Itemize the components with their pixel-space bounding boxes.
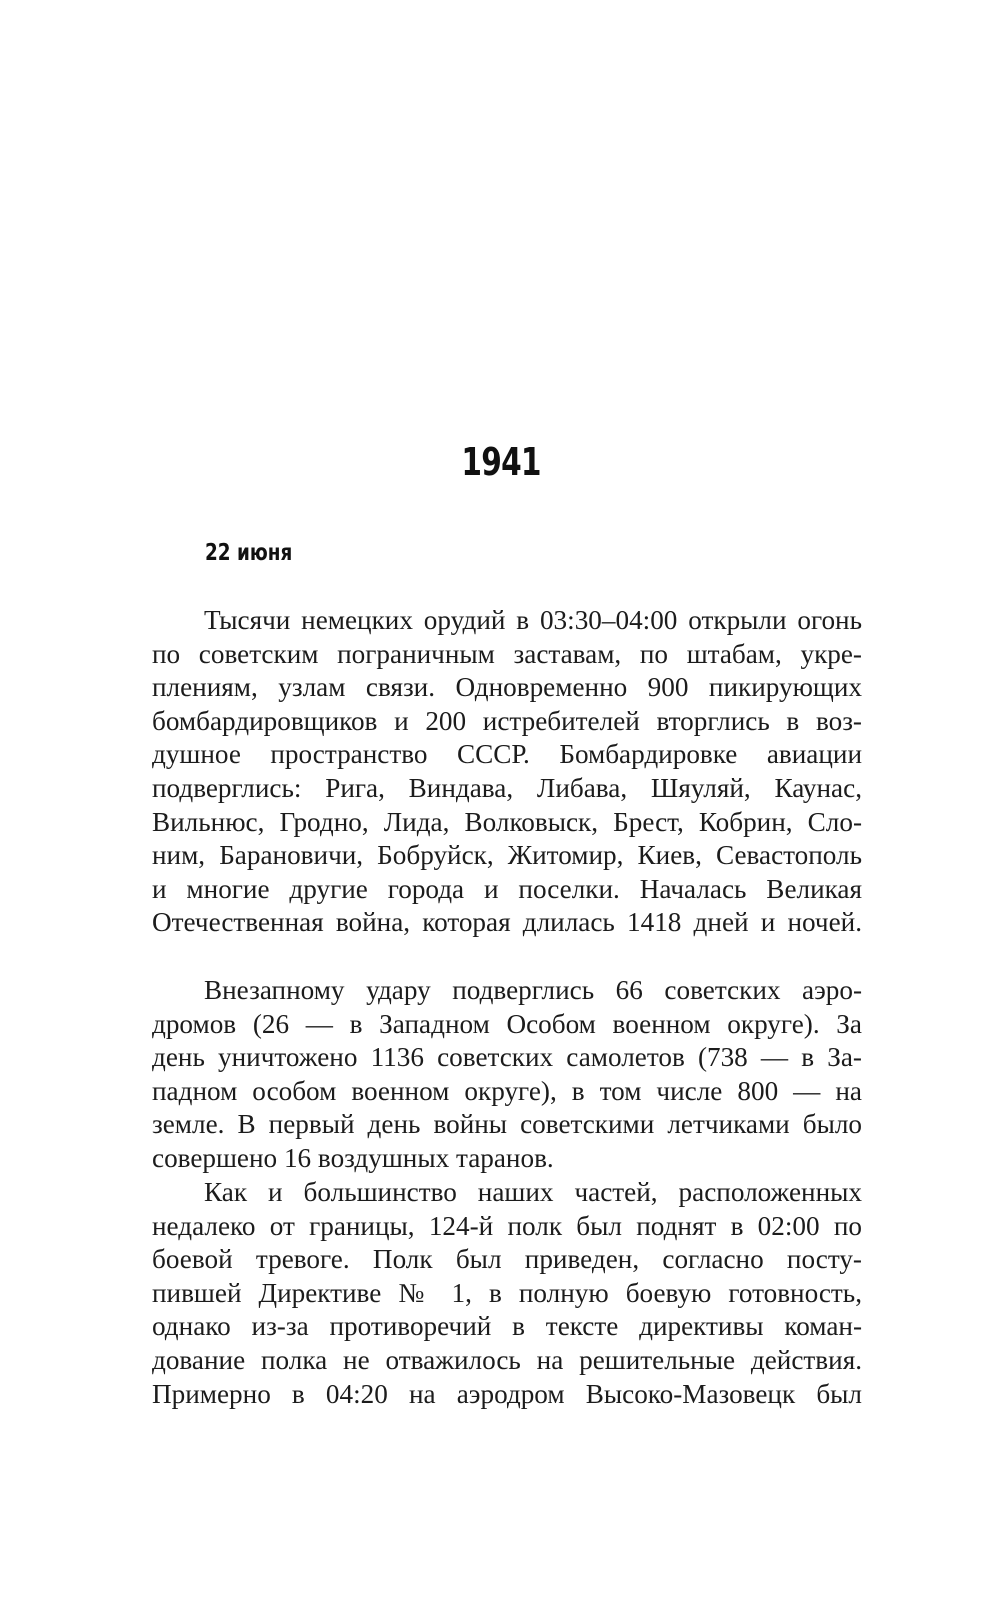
text-line: Отечественная война, которая длилась 1418 дней и ночей. [152, 907, 862, 938]
text-line: душное пространство СССР. Бомбардировке авиации [152, 739, 862, 770]
text-line: плениям, узлам связи. Одновременно 900 пикирующих [152, 672, 862, 703]
text-line: Внезапному удару подверглись 66 советских аэро- [204, 975, 862, 1005]
text-line: пившей Директиве № 1, в полную боевую готовность, [152, 1277, 862, 1308]
text-line: падном особом военном округе), в том числе 800 — на [152, 1075, 862, 1106]
text-line: дование полка не отважилось на решительные действия. [152, 1344, 862, 1375]
text-line: совершено 16 воздушных таранов. [152, 1142, 554, 1173]
chapter-year-heading: 1941 [461, 440, 541, 484]
text-line: бомбардировщиков и 200 истребителей вторглись в воз- [152, 705, 862, 736]
text-line: ним, Барановичи, Бобруйск, Житомир, Киев, Севастополь [152, 840, 862, 871]
text-line: и многие другие города и поселки. Началась Великая [152, 873, 862, 904]
text-line: Тысячи немецких орудий в 03:30–04:00 открыли огонь [204, 605, 862, 635]
text-line: однако из-за противоречий в тексте директивы коман- [152, 1311, 862, 1342]
paragraph-regiment [152, 1176, 862, 1411]
text-line: Примерно в 04:20 на аэродром Высоко-Мазовецк был [152, 1378, 862, 1409]
text-line: Вильнюс, Гродно, Лида, Волковыск, Брест, Кобрин, Сло- [152, 806, 862, 837]
text-line: по советским пограничным заставам, по штабам, укре- [152, 638, 862, 669]
text-line: день уничтожено 1136 советских самолетов (738 — в За- [152, 1042, 862, 1073]
text-line: боевой тревоге. Полк был приведен, согласно посту- [152, 1244, 862, 1275]
date-subheading: 22 июня [205, 540, 293, 566]
paragraph-invasion [152, 604, 862, 940]
text-line: дромов (26 — в Западном Особом военном округе). За [152, 1008, 862, 1039]
text-line: Как и большинство наших частей, расположенных [204, 1177, 862, 1207]
paragraph-airfields [152, 974, 862, 1176]
text-line: подверглись: Рига, Виндава, Либава, Шяуляй, Каунас, [152, 772, 862, 803]
text-line: земле. В первый день войны советскими летчиками было [152, 1109, 862, 1140]
text-line: недалеко от границы, 124-й полк был поднят в 02:00 по [152, 1210, 862, 1241]
